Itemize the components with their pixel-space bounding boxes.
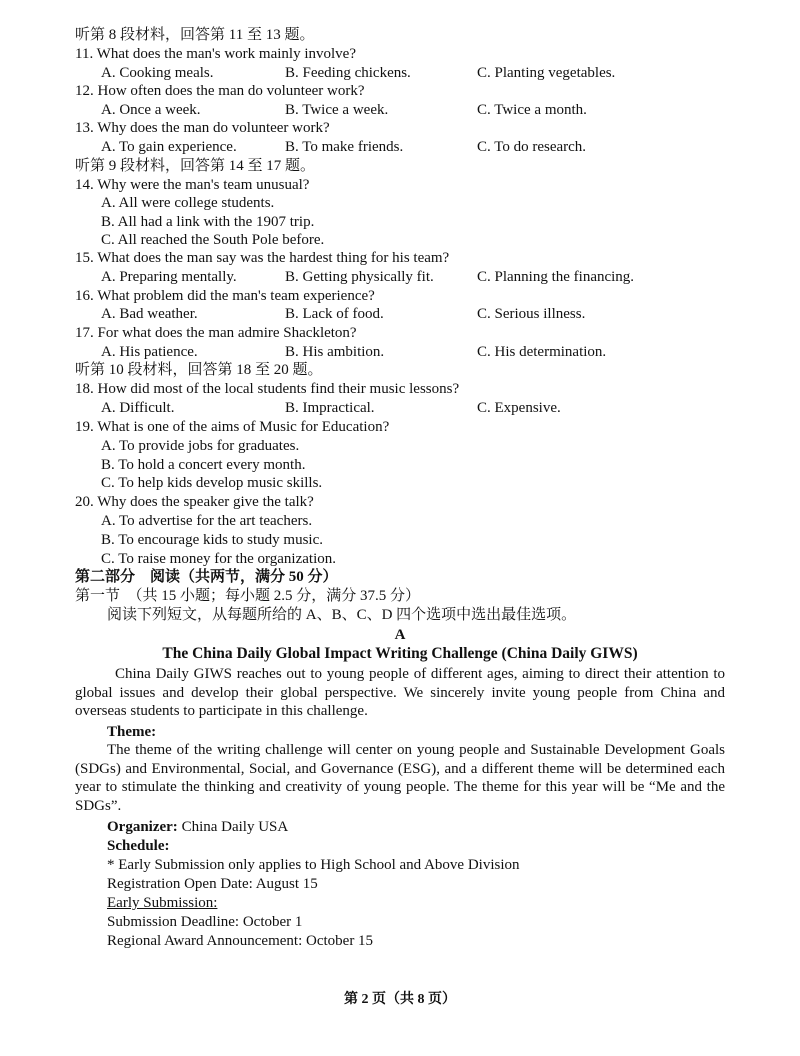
page-footer: 第 2 页（共 8 页） <box>344 992 456 1007</box>
option-18c: C. Expensive. <box>477 400 561 416</box>
registration-line <box>107 875 318 893</box>
option-11b: B. Feeding chickens. <box>285 65 411 81</box>
option-19a: A. To provide jobs for graduates. <box>101 438 300 454</box>
option-17a: A. His patience. <box>101 344 198 360</box>
schedule-note: * Early Submission only applies to High School and Above Division <box>107 857 520 873</box>
theme-label: Theme: <box>107 724 157 740</box>
question-19: 19. What is one of the aims of Music for Education? <box>75 419 390 435</box>
option-17c: C. His determination. <box>477 344 607 360</box>
option-20a: A. To advertise for the art teachers. <box>101 513 313 529</box>
section1-title: 第一节 （共 15 小题；每小题 2.5 分，满分 37.5 分） <box>75 588 421 604</box>
option-13a: A. To gain experience. <box>101 139 237 155</box>
option-18b: B. Impractical. <box>285 400 375 416</box>
option-15a: A. Preparing mentally. <box>101 269 237 285</box>
section-heading-8: 听第 8 段材料，回答第 11 至 13 题。 <box>75 27 315 43</box>
option-15c: C. Planning the financing. <box>477 269 635 285</box>
early-submission-label: Early Submission: <box>107 895 218 911</box>
organizer-value: China Daily USA <box>177 819 289 835</box>
option-11c: C. Planting vegetables. <box>477 65 616 81</box>
option-14c: C. All reached the South Pole before. <box>101 232 325 248</box>
question-15: 15. What does the man say was the hardest thing for his team? <box>75 250 450 266</box>
option-19c: C. To help kids develop music skills. <box>101 475 323 491</box>
organizer-line <box>107 818 288 836</box>
question-17: 17. For what does the man admire Shackleton? <box>75 325 357 341</box>
passage-intro: China Daily GIWS reaches out to young people of different ages, aiming to direct their attention to global issues and develop their global perspective. We sincerely invite young people from China and overseas students to participate in this challenge. <box>75 666 725 719</box>
option-13b: B. To make friends. <box>285 139 404 155</box>
option-12c: C. Twice a month. <box>477 102 587 118</box>
question-11: 11. What does the man's work mainly involve? <box>75 46 356 62</box>
option-20c: C. To raise money for the organization. <box>101 551 337 567</box>
award-line <box>107 932 373 950</box>
theme-text: The theme of the writing challenge will center on young people and Sustainable Development Goals (SDGs) and Environmental, Social, and Governance (ESG), and a different theme will be determined each year to stimulate the thinking and creativity of young people. The theme for this year will be “Me and the SDGs”. <box>75 742 725 814</box>
option-13c: C. To do research. <box>477 139 587 155</box>
option-16c: C. Serious illness. <box>477 306 586 322</box>
option-17b: B. His ambition. <box>285 344 385 360</box>
option-12b: B. Twice a week. <box>285 102 389 118</box>
section-heading-9: 听第 9 段材料，回答第 14 至 17 题。 <box>75 158 316 174</box>
passage-letter: A <box>394 627 406 643</box>
registration-value: August 15 <box>252 876 318 892</box>
option-12a: A. Once a week. <box>101 102 201 118</box>
question-20: 20. Why does the speaker give the talk? <box>75 494 314 510</box>
option-20b: B. To encourage kids to study music. <box>101 532 323 548</box>
option-19b: B. To hold a concert every month. <box>101 457 306 473</box>
option-14a: A. All were college students. <box>101 195 275 211</box>
question-18: 18. How did most of the local students find their music lessons? <box>75 381 460 397</box>
option-16a: A. Bad weather. <box>101 306 198 322</box>
question-13: 13. Why does the man do volunteer work? <box>75 120 330 136</box>
award-label: Regional Award Announcement: <box>107 933 303 949</box>
reading-instruction: 阅读下列短文，从每题所给的 A、B、C、D 四个选项中选出最佳选项。 <box>107 607 577 623</box>
option-16b: B. Lack of food. <box>285 306 384 322</box>
section-heading-10: 听第 10 段材料，回答第 18 至 20 题。 <box>75 362 323 378</box>
deadline-label: Submission Deadline: <box>107 914 240 930</box>
option-18a: A. Difficult. <box>101 400 175 416</box>
option-11a: A. Cooking meals. <box>101 65 214 81</box>
schedule-label: Schedule: <box>107 838 170 854</box>
question-14: 14. Why were the man's team unusual? <box>75 177 310 193</box>
organizer-label: Organizer: <box>107 819 178 835</box>
deadline-line <box>107 913 302 931</box>
award-value: October 15 <box>302 933 374 949</box>
passage-title: The China Daily Global Impact Writing Challenge (China Daily GIWS) <box>162 645 638 662</box>
question-16: 16. What problem did the man's team experience? <box>75 288 375 304</box>
option-14b: B. All had a link with the 1907 trip. <box>101 214 315 230</box>
part2-title: 第二部分 阅读（共两节，满分 50 分） <box>75 569 338 585</box>
option-15b: B. Getting physically fit. <box>285 269 434 285</box>
question-12: 12. How often does the man do volunteer work? <box>75 83 365 99</box>
registration-label: Registration Open Date: <box>107 876 253 892</box>
deadline-value: October 1 <box>239 914 303 930</box>
